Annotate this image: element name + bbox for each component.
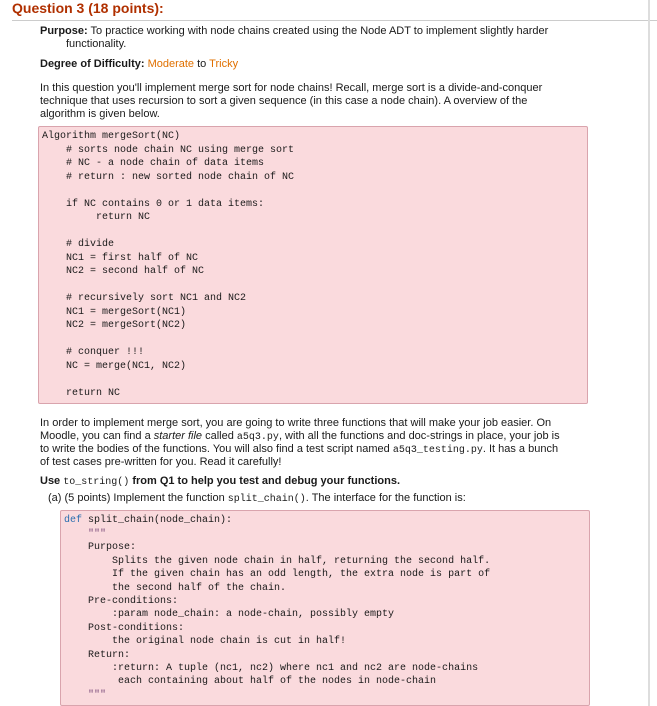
impl-line1: In order to implement merge sort, you are going to write three functions that will make your job easier. On [40, 417, 552, 429]
def-keyword: def [64, 515, 83, 526]
page-edge-divider [648, 0, 650, 706]
to-string-func: to_string() [63, 477, 130, 488]
code-def-line [64, 514, 232, 527]
code-docstring-line: each containing about half of the nodes in node-chain [64, 676, 437, 688]
algorithm-line: # divide [42, 239, 115, 250]
impl-line3-c: . It has a bunch [482, 443, 559, 455]
impl-line2-a: Moodle, you can find a [40, 430, 151, 442]
algorithm-line: # conquer !!! [42, 347, 145, 358]
algorithm-line: # NC - a node chain of data items [42, 158, 265, 169]
code-docstring-line: :param node_chain: a node-chain, possibly empty [64, 609, 395, 621]
code-docstring-line: the original node chain is cut in half! [64, 636, 347, 648]
part-a-text: (a) (5 points) Implement the function [48, 492, 225, 504]
difficulty-to-word: to [197, 58, 207, 70]
starter-filename: a5q3.py [236, 432, 279, 443]
impl-line3 [40, 443, 558, 457]
use-line [40, 475, 400, 489]
use-c: from Q1 to help you test and debug your functions. [132, 475, 401, 487]
algorithm-line: if NC contains 0 or 1 data items: [42, 198, 265, 210]
code-docstring-line: """ [64, 529, 107, 540]
split-chain-func: split_chain() [227, 494, 306, 505]
intro-line2: technique that uses recursion to sort a given sequence (in this case a node chain). A overview of the [40, 95, 528, 107]
purpose-paragraph [40, 25, 600, 38]
impl-line3-a: to write the bodies of the functions. You will also find a test script named [40, 443, 390, 455]
testing-filename: a5q3_testing.py [392, 445, 483, 456]
algorithm-line: return NC [42, 212, 151, 223]
purpose-line1: To practice working with node chains created using the Node ADT to implement slightly harder [90, 25, 549, 37]
code-docstring-line: :return: A tuple (nc1, nc2) where nc1 and nc2 are node-chains [64, 663, 479, 674]
def-signature: split_chain(node_chain): [82, 515, 233, 526]
code-docstring-line: Pre-conditions: [64, 596, 179, 607]
code-docstring-line: the second half of the chain. [64, 582, 287, 594]
algorithm-line: return NC [42, 387, 121, 399]
use-a: Use [40, 475, 61, 487]
code-docstring-line: Purpose: [64, 542, 137, 554]
code-docstring-line: Splits the given node chain in half, returning the second half. [64, 555, 491, 567]
algorithm-line: NC2 = second half of NC [42, 266, 205, 277]
algorithm-line: NC1 = mergeSort(NC1) [42, 306, 187, 318]
algorithm-line: # return : new sorted node chain of NC [42, 171, 295, 183]
code-docstring-line: Return: [64, 649, 131, 661]
impl-line2-c: called [205, 430, 234, 442]
impl-line2-e: , with all the functions and doc-strings in place, your job is [278, 430, 560, 442]
algorithm-line: # recursively sort NC1 and NC2 [42, 293, 247, 304]
algorithm-line: NC2 = mergeSort(NC2) [42, 320, 187, 331]
impl-line2 [40, 430, 560, 444]
algorithm-line: NC1 = first half of NC [42, 252, 199, 264]
code-docstring-line: Post-conditions: [64, 622, 185, 634]
code-docstring-line: """ [64, 689, 107, 701]
intro-line3: algorithm is given below. [40, 108, 160, 120]
purpose-label: Purpose: [40, 25, 88, 37]
difficulty-line [40, 58, 238, 71]
question-title: Question 3 (18 points): [12, 0, 657, 21]
intro-line1: In this question you'll implement merge sort for node chains! Recall, merge sort is a divide-and-conquer [40, 82, 543, 94]
difficulty-label: Degree of Difficulty: [40, 58, 145, 70]
purpose-line2: functionality. [66, 38, 127, 50]
part-a-tail: . The interface for the function is: [305, 492, 466, 504]
difficulty-from: Moderate [147, 58, 195, 70]
code-docstring-line: If the given chain has an odd length, the extra node is part of [64, 569, 491, 581]
algorithm-line: # sorts node chain NC using merge sort [42, 144, 295, 156]
part-a-line [48, 492, 466, 506]
difficulty-to: Tricky [209, 58, 239, 70]
algorithm-line: Algorithm mergeSort(NC) [42, 131, 181, 142]
starter-file-text: starter file [153, 430, 203, 442]
impl-line4: of test cases pre-written for you. Read it carefully! [40, 456, 282, 468]
algorithm-line: NC = merge(NC1, NC2) [42, 360, 187, 372]
